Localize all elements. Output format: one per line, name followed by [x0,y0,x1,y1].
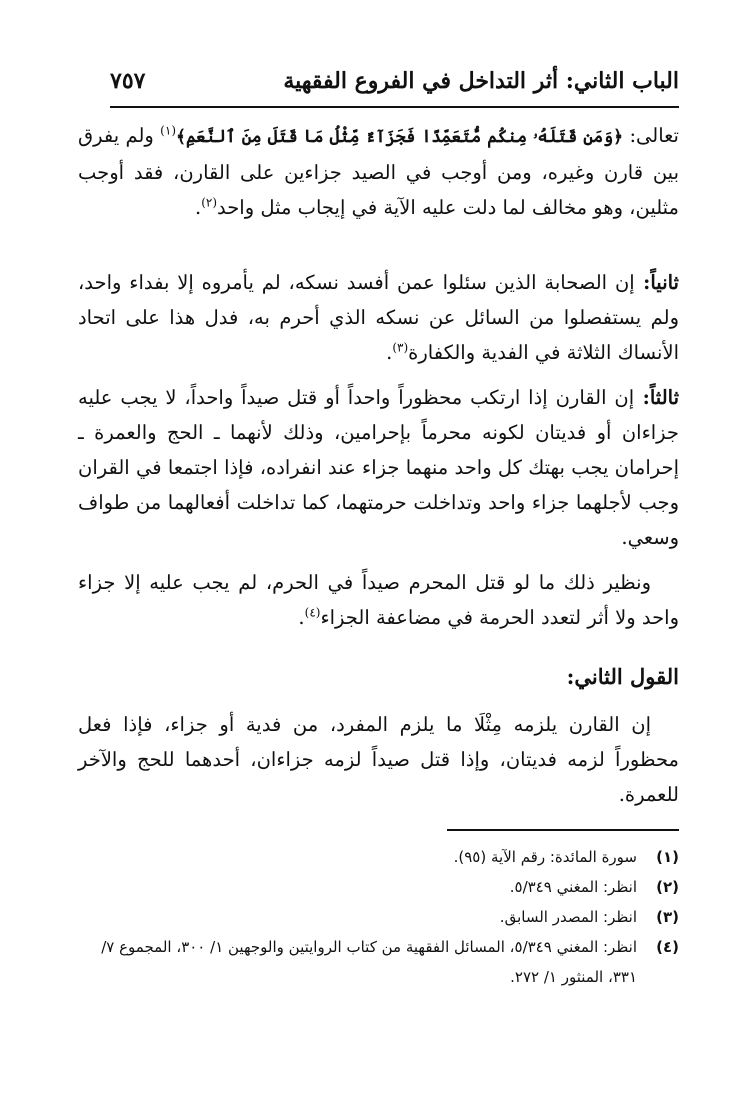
argument-label-second: ثانياً: [634,271,679,294]
paragraph-end-mark: . [298,606,305,629]
paragraph-second-argument [78,265,679,370]
footnote-text: سورة المائدة: رقم الآية (٩٥). [453,848,637,866]
footnote-item [78,842,679,872]
paragraph-intro-text: تعالى: [623,124,679,147]
paragraph-end-mark: . [194,196,202,219]
footnote-ref-2[interactable]: (٢) [201,195,218,210]
paragraph-body-text: إن القارن يلزمه مِثْلَا ما يلزم المفرد، من فدية أو جزاء، فإذا فعل محظوراً لزمه فديتان، وإذا قتل صيداً لزمه جزاءان، أحدهما للحج والآخر للعمرة. [78,713,679,806]
footnote-text: انظر: المغني ٥/٣٤٩، المسائل الفقهية من كتاب الروايتين والوجهين ١/ ٣٠٠، المجموع ٧/ ٣٣١، المنثور ١/ ٢٧٢. [101,938,637,986]
footnote-number: (٢) [656,878,679,896]
footnote-item [78,872,679,902]
argument-label-third: ثالثاً: [634,386,680,409]
paragraph-body-text: إن الصحابة الذين سئلوا عمن أفسد نسكه، لم يأمروه إلا بفداء واحد، ولم يستفصلوا من السائل عن نسكه الذي أحرم به، فدل هذا على اتحاد الأنساك الثلاثة في الفدية والكفارة [78,271,679,364]
quran-verse: ﴿وَمَن قَتَلَهُۥ مِنكُم مُّتَعَمِّدًا فَجَزَآءٌ مِّثْلُ مَا قَتَلَ مِنَ ٱلنَّعَمِ﴾ [176,127,624,147]
footnote-item [78,932,679,992]
footnote-number: (٤) [656,938,679,956]
paragraph-end-mark: . [386,341,393,364]
paragraph-body-text: ولم يفرق بين قارن وغيره، ومن أوجب في الصيد جزاءين على القارن، فقد أوجب مثلين، وهو مخالف لما دلت عليه الآية في إيجاب مثل واحد [78,124,679,219]
footnote-item [78,902,679,932]
paragraph-body-text: إن القارن إذا ارتكب محظوراً واحداً أو قتل صيداً واحداً، لا يجب عليه جزاءان أو فديتان لكونه محرماً بإحرامين، وذلك لأنهما ـ الحج والعمرة ـ إحرامان يجب بهتك كل واحد منهما جزاء عند انفراده، فإذا اجتمعا في القران وجب لأجلهما جزاء واحد وتداخلت حرمتهما، كما تداخلت أفعالهما من طواف وسعي. [78,386,679,549]
chapter-title: الباب الثاني: أثر التداخل في الفروع الفقهية [283,68,679,94]
section-heading: القول الثاني: [566,664,679,689]
footnote-separator [447,829,679,831]
paragraph-quran-verse [78,118,679,225]
footnotes-list [78,842,679,992]
footnote-number: (٣) [656,908,679,926]
footnote-text: انظر: المصدر السابق. [499,908,637,926]
page-number: ٧٥٧ [110,68,146,94]
footnote-ref-1[interactable]: (١) [160,123,176,138]
paragraph-analogy [78,565,679,635]
running-header [110,62,679,108]
footnote-text: انظر: المغني ٥/٣٤٩. [509,878,637,896]
paragraph-body-text: ونظير ذلك ما لو قتل المحرم صيداً في الحرم، لم يجب عليه إلا جزاء واحد ولا أثر لتعدد الحرمة في مضاعفة الجزاء [78,571,679,629]
footnote-ref-4[interactable]: (٤) [304,605,321,620]
footnote-ref-3[interactable]: (٣) [392,340,409,355]
footnote-number: (١) [656,848,679,866]
paragraph-third-argument [78,380,679,555]
paragraph-second-opinion [78,707,679,812]
